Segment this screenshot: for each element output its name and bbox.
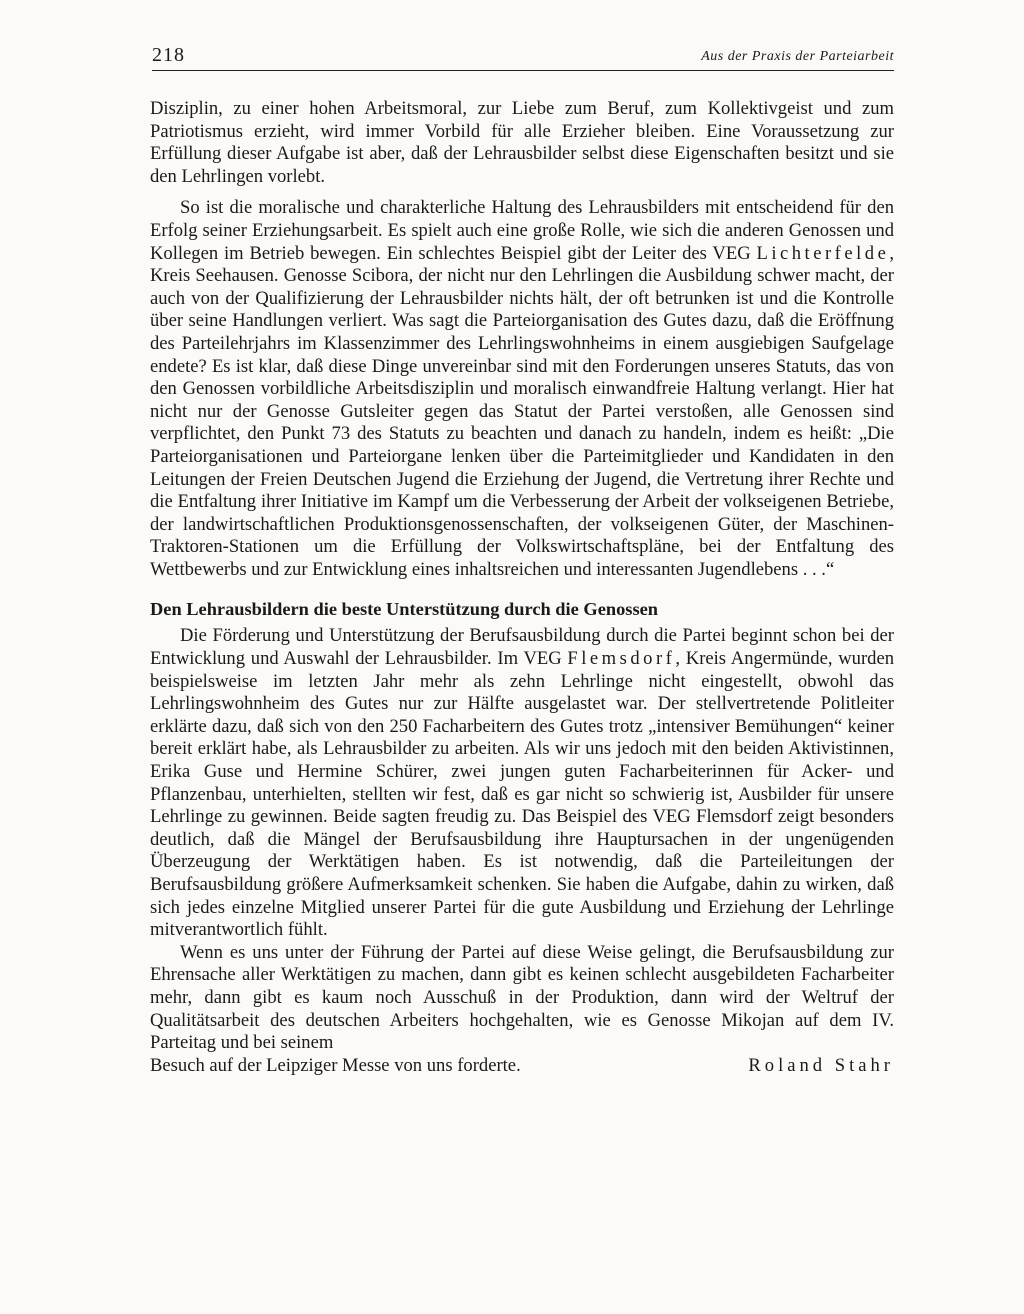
- paragraph-4: Wenn es uns unter der Führung der Partei auf diese Weise gelingt, die Berufsausbildung zur Ehrensache aller Werktätigen zu machen, dann gibt es keinen schlecht ausgebildeten Facharbeiter mehr, dann gibt es kaum noch Ausschuß in der Produktion, dann wird der Weltruf der Qualitätsarbeit des deutschen Arbeiters hochgehalten, wie es Genosse Mikojan auf dem IV. Parteitag und bei seinem: [150, 941, 894, 1054]
- place-name-lichterfelde: Lichterfelde: [756, 242, 890, 264]
- paragraph-2-text-a: So ist die moralische und charakterliche Haltung des Lehrausbilders mit entscheidend für den Erfolg seiner Erziehungsarbeit. Es spielt auch eine große Rolle, wie sich die anderen Genossen und Kollegen im Betrieb bewegen. Ein schlechtes Beispiel gibt der Leiter des VEG: [150, 197, 894, 264]
- page-number: 218: [152, 44, 185, 66]
- paragraph-3-text-b: , Kreis Angermünde, wurden beispielsweise im letzten Jahr mehr als zehn Lehrlinge nicht eingestellt, obwohl das Lehrlingswohnheim des Gutes nur zur Hälfte ausgelastet war. Der stellvertretende Politleiter erklärte dazu, daß sich von den 250 Facharbeitern des Gutes trotz „intensiver Bemühungen“ keiner bereit erklärt habe, als Lehrausbilder zu arbeiten. Als wir uns jedoch mit den beiden Aktivistinnen, Erika Guse und Hermine Schürer, zwei jungen guten Facharbeiterinnen für Acker- und Pflanzenbau, unterhielten, stellten wir fest, daß es gar nicht so schwierig ist, Ausbilder für unsere Lehrlinge zu gewinnen. Beide sagten freudig zu. Das Beispiel des VEG Flemsdorf zeigt besonders deutlich, daß die Mängel der Berufsausbildung ihre Hauptursachen in der ungenügenden Überzeugung der Werktätigen haben. Es ist notwendig, daß die Parteileitungen der Berufsausbildung größere Aufmerksamkeit schenken. Sie haben die Aufgabe, dahin zu wirken, daß sich jedes einzelne Mitglied unserer Partei für die gute Ausbildung und Erziehung der Lehrlinge mitverantwortlich fühlt.: [150, 648, 894, 941]
- paragraph-2-text-b: , Kreis Seehausen. Genosse Scibora, der nicht nur den Lehrlingen die Ausbildung schwer macht, der auch von der Qualifizierung der Lehrausbilder nichts hält, der oft betrunken ist und die Kontrolle über seine Handlungen verliert. Was sagt die Parteiorganisation des Gutes dazu, daß die Eröffnung des Parteilehrjahrs im Klassenzimmer des Lehrlingswohnheims in einem ausgiebigen Saufgelage endete? Es ist klar, daß diese Dinge unvereinbar sind mit den Forderungen unseres Statuts, das von den Genossen vorbildliche Arbeitsdisziplin und moralisch einwandfreie Haltung verlangt. Hier hat nicht nur der Genosse Gutsleiter gegen das Statut der Partei verstoßen, alle Genossen sind verpflichtet, den Punkt 73 des Statuts zu beachten und danach zu handeln, indem es heißt: „Die Parteiorganisationen und Parteiorgane lenken über die Parteimitglieder und Kandidaten in den Leitungen der Freien Deutschen Jugend die Erziehung der Jugend, die Vertretung ihrer Rechte und die Entfaltung ihrer Initiative im Kampf um die Verbesserung der Arbeit der volkseigenen Betriebe, der landwirtschaftlichen Produktionsgenossenschaften, der volkseigenen Güter, der Maschinen-Traktoren-Stationen um die Erfüllung der Volkswirtschaftspläne, bei der Entfaltung des Wettbewerbs und zur Entwicklung eines inhaltsreichen und interessanten Jugendlebens . . .“: [150, 242, 894, 580]
- author-signature: Roland Stahr: [748, 1054, 894, 1076]
- paragraph-1: Disziplin, zu einer hohen Arbeitsmoral, zur Liebe zum Beruf, zum Kollektivgeist und zum Patriotismus erzieht, wird immer Vorbild für alle Erzieher bleiben. Eine Voraussetzung zur Erfüllung dieser Aufgabe ist aber, daß der Lehrausbilder selbst diese Eigenschaften besitzt und sie den Lehrlingen vorlebt.: [150, 98, 894, 187]
- closing-line: [150, 1055, 894, 1078]
- paragraph-3-text-a: Die Förderung und Unterstützung der Berufsausbildung durch die Partei beginnt schon bei der Entwicklung und Auswahl der Lehrausbilder. Im VEG: [150, 625, 894, 670]
- place-name-flemsdorf: Flemsdorf: [567, 648, 676, 670]
- paragraph-4-last-line: Besuch auf der Leipziger Messe von uns forderte.: [150, 1054, 521, 1076]
- paragraph-3: [150, 625, 894, 941]
- section-heading: Den Lehrausbildern die beste Unterstützung durch die Genossen: [150, 599, 658, 620]
- running-head: Aus der Praxis der Parteiarbeit: [701, 49, 894, 64]
- page-header: [152, 44, 894, 71]
- article-body: [150, 98, 894, 1077]
- paragraph-2: [150, 197, 894, 581]
